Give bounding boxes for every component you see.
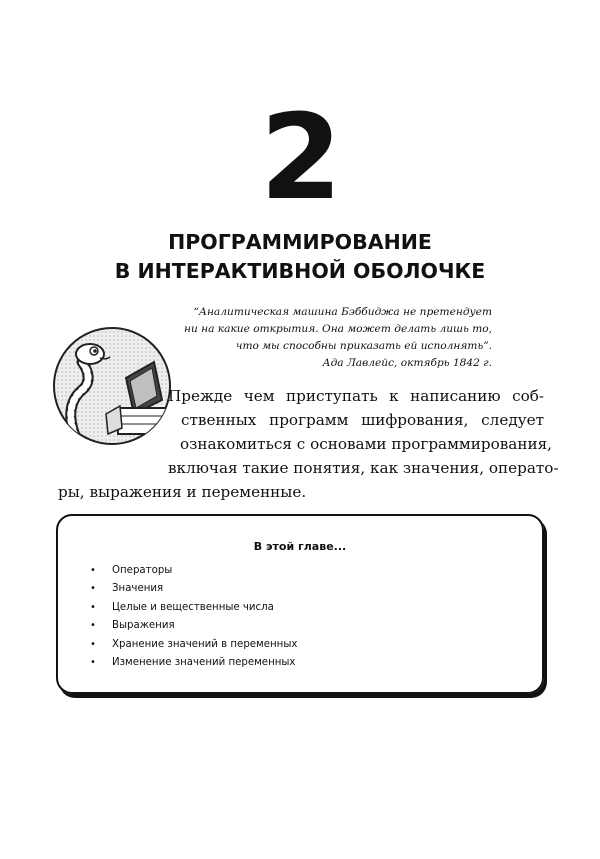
summary-title: В этой главе...	[253, 540, 347, 553]
intro-line-1: Прежде чем приступать к написанию соб-	[168, 387, 544, 405]
list-item	[90, 580, 297, 598]
bullet-icon: •	[90, 657, 96, 669]
chapter-title-line-1: ПРОГРАММИРОВАНИЕ	[168, 230, 432, 254]
list-item	[90, 617, 297, 635]
list-item-label: Операторы	[112, 565, 173, 576]
intro-line-4: включая такие понятия, как значения, операто-	[168, 459, 559, 477]
chapter-title	[0, 228, 600, 286]
epigraph	[152, 304, 492, 372]
chapter-title-line-2: В ИНТЕРАКТИВНОЙ ОБОЛОЧКЕ	[114, 259, 486, 283]
bullet-icon: •	[90, 601, 96, 613]
list-item-label: Выражения	[112, 620, 175, 632]
epigraph-line-3: что мы способны приказать ей исполнять”.	[235, 340, 492, 352]
list-item-label: Целые и вещественные числа	[112, 601, 274, 613]
bullet-icon: •	[90, 638, 96, 650]
list-item	[90, 636, 297, 654]
epigraph-line-2: ни на какие открытия. Она может делать лишь то,	[183, 323, 492, 335]
list-item-label: Изменение значений переменных	[112, 657, 296, 669]
intro-line-2: ственных программ шифрования, следует	[181, 411, 544, 429]
list-item-label: Хранение значений в переменных	[112, 638, 298, 650]
epigraph-author: Ада Лавлейс, октябрь 1842 г.	[322, 357, 492, 369]
intro-line-5: ры, выражения и переменные.	[58, 483, 307, 501]
summary-list	[90, 562, 297, 672]
bullet-icon: •	[90, 583, 96, 595]
intro-line-3: ознакомиться с основами программирования,	[180, 435, 552, 453]
list-item-label: Значения	[112, 583, 164, 595]
epigraph-line-1: “Аналитическая машина Бэббиджа не претендует	[193, 306, 492, 318]
list-item	[90, 599, 297, 617]
bullet-icon: •	[90, 620, 96, 632]
chapter-summary-box	[56, 514, 544, 694]
chapter-number: 2	[259, 88, 341, 226]
bullet-icon: •	[90, 565, 96, 576]
list-item	[90, 562, 297, 580]
list-item	[90, 654, 297, 672]
intro-paragraph	[58, 384, 559, 504]
